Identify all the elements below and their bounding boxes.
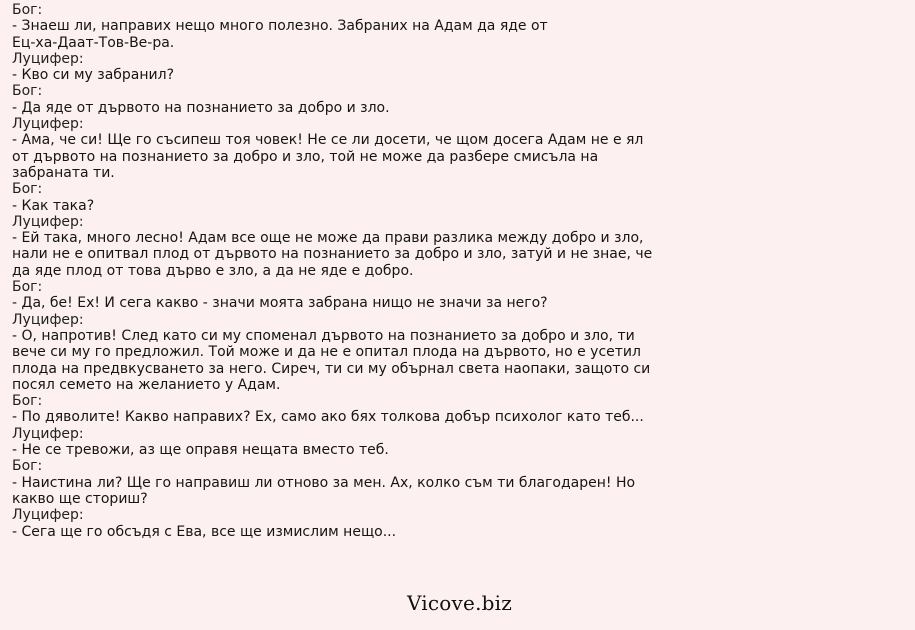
speaker-name: Луцифер: — [12, 50, 84, 67]
speech-line: - О, напротив! След като си му споменал дървото на познанието за добро и зло, ти вече си му го предложил. Той може и да не е опитал плода на дървото, но е усетил плода на предвкусването за него. Сиреч, ти си му обърнал света наопаки, защото си посял семето на желанието у Адам. — [12, 327, 651, 393]
dialogue-text — [12, 2, 892, 540]
speech-line: - По дяволите! Какво направих? Ех, само ако бях толкова добър психолог като теб... — [12, 409, 644, 426]
speaker-name: Бог: — [12, 83, 43, 100]
speech-line: - Наистина ли? Ще го направиш ли отново за мен. Ах, колко съм ти благодарен! Но какво ще сториш? — [12, 474, 636, 507]
speaker-name: Бог: — [12, 393, 43, 410]
speaker-name: Луцифер: — [12, 507, 84, 524]
speech-line: - Как така? — [12, 197, 95, 214]
speaker-name: Бог: — [12, 2, 43, 18]
speech-line: - Кво си му забранил? — [12, 67, 175, 84]
speech-line: - Ама, че си! Ще го съсипеш тоя човек! Не се ли досети, че щом досега Адам не е ял от дървото на познанието за добро и зло, той не може да разбере смисъла на забраната ти. — [12, 132, 644, 181]
speech-line: - Ей така, много лесно! Адам все още не може да прави разлика между добро и зло, нали не е опитвал плод от дървото на познанието за добро и зло, затуй и не знае, че да яде плод от това дърво е зло, а да не яде е добро. — [12, 230, 653, 279]
speech-line: - Сега ще го обсъдя с Ева, все ще измислим нещо... — [12, 523, 397, 540]
speaker-name: Луцифер: — [12, 425, 84, 442]
watermark-logo[interactable]: Vicove.biz — [407, 591, 512, 615]
speaker-name: Луцифер: — [12, 311, 84, 328]
speaker-name: Луцифер: — [12, 213, 84, 230]
speaker-name: Бог: — [12, 279, 43, 296]
speaker-name: Бог: — [12, 458, 43, 475]
speech-line: - Знаеш ли, направих нещо много полезно. Забраних на Адам да яде от Ец-ха-Даат-Тов-Ве-ра. — [12, 18, 548, 51]
speech-line: - Да яде от дървото на познанието за добро и зло. — [12, 99, 390, 116]
speaker-name: Бог: — [12, 181, 43, 198]
speech-line: - Да, бе! Ех! И сега какво - значи моята забрана нищо не значи за него? — [12, 295, 548, 312]
speaker-name: Луцифер: — [12, 116, 84, 133]
speech-line: - Не се тревожи, аз ще оправя нещата вместо теб. — [12, 442, 389, 459]
